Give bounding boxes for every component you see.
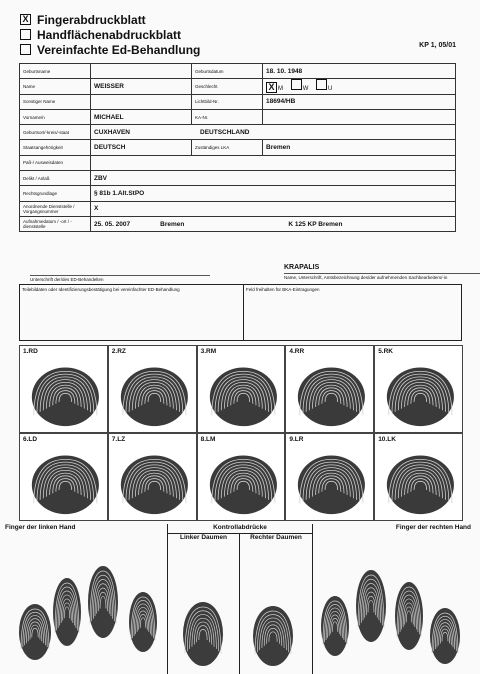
checkbox-unchecked[interactable] — [20, 29, 31, 40]
label-linker-daumen: Linker Daumen — [168, 534, 240, 674]
value-delikt[interactable]: ZBV — [91, 171, 456, 186]
finger-impression — [53, 578, 81, 646]
value-ka-nr[interactable] — [263, 109, 456, 124]
finger-impression — [129, 592, 157, 652]
finger-label: 6.LD — [23, 436, 38, 443]
label-geburtsdatum: Geburtsdatum — [192, 64, 263, 79]
option-w: W — [302, 86, 309, 93]
form-id: KP 1, 05/01 — [419, 42, 456, 49]
label-name: Name — [20, 79, 91, 94]
finger-label: 7.LZ — [111, 436, 126, 443]
checkbox-checked[interactable]: X — [266, 82, 277, 93]
signature-line-right[interactable]: Name, Unterschrift, Amtsbezeichnung des/der aufnehmenden Sachbearbeiters/-in — [284, 273, 480, 280]
label-geschlecht: Geschlecht — [192, 79, 263, 94]
checkbox-checked[interactable]: X — [20, 14, 31, 25]
personal-data-table — [19, 63, 456, 232]
finger-cell — [197, 345, 286, 433]
finger-label: 2.RZ — [111, 348, 126, 355]
signature-line-left[interactable]: Unterschrift der/des ED-Behandelten — [30, 275, 210, 282]
label-vorname: Vorname/n — [20, 109, 91, 124]
finger-impression — [430, 608, 460, 664]
kontroll-title: Kontrollabdrücke — [168, 524, 312, 534]
finger-label: 1.RD — [23, 348, 38, 355]
value-rechtsgrundlage[interactable]: § 81b 1.Alt.StPO — [91, 186, 456, 201]
textbox-row — [19, 284, 462, 341]
finger-cell — [197, 433, 286, 521]
finger-impression — [19, 604, 51, 660]
label-lichtbild: Lichtbild-Nr. — [192, 94, 263, 109]
finger-impression — [253, 606, 293, 666]
value-name[interactable]: WEISSER — [91, 79, 192, 94]
finger-label: 5.RK — [378, 348, 393, 355]
label-geburtsort: Geburtsort/-kreis/-staat — [20, 125, 91, 140]
finger-impression — [395, 582, 423, 650]
header-checklist — [20, 12, 200, 57]
value-geburtsdatum[interactable]: 18. 10. 1948 — [263, 64, 456, 79]
finger-cell — [19, 345, 108, 433]
finger-cell — [374, 433, 463, 521]
fingerprint-image — [286, 346, 373, 432]
finger-impression — [356, 570, 386, 642]
checkbox-unchecked[interactable] — [291, 79, 302, 90]
header-line-fingerabdruck[interactable] — [20, 12, 200, 27]
label-geburtsname: Geburtsname — [20, 64, 91, 79]
fingerprint-image — [20, 346, 107, 432]
finger-cell — [374, 345, 463, 433]
value-sonstiger-name[interactable] — [91, 94, 192, 109]
label-left-hand: Finger der linken Hand — [5, 524, 76, 531]
finger-label: 3.RM — [200, 348, 217, 355]
bottom-section — [5, 524, 475, 674]
finger-label: 9.LR — [289, 436, 304, 443]
fingerprint-image — [198, 434, 285, 520]
checkbox-unchecked[interactable] — [20, 44, 31, 55]
label-staatsang: Staatsangehörigkeit — [20, 140, 91, 155]
fingerprint-image — [375, 434, 462, 520]
fingerprint-image — [109, 434, 196, 520]
value-geburtsname[interactable] — [91, 64, 192, 79]
finger-cell — [19, 433, 108, 521]
aufnahme-datum: 25. 05. 2007 — [94, 220, 131, 228]
geburtsort-city: CUXHAVEN — [94, 128, 130, 136]
fingerprint-image — [20, 434, 107, 520]
label-rechter-daumen: Rechter Daumen — [250, 534, 302, 541]
value-geburtsort[interactable] — [91, 125, 456, 140]
finger-cell — [108, 433, 197, 521]
value-lka[interactable]: Bremen — [263, 140, 456, 155]
fingerprint-image — [286, 434, 373, 520]
label-rechtsgrundlage: Rechtsgrundlage — [20, 186, 91, 201]
label-anordnende: Anordnende Dienststelle / Vorgangsnummer — [20, 201, 91, 216]
checkbox-unchecked[interactable] — [316, 79, 327, 90]
aufnahme-ort: Bremen — [160, 220, 185, 228]
fingerprint-image — [109, 346, 196, 432]
signature-name: KRAPALIS — [284, 264, 320, 271]
header-label: Vereinfachte Ed-Behandlung — [37, 42, 201, 57]
header-line-handflaeche[interactable] — [20, 27, 200, 42]
header-label: Fingerabdruckblatt — [37, 12, 146, 27]
finger-cell — [285, 433, 374, 521]
option-u: U — [328, 86, 333, 93]
fingerprint-grid — [19, 345, 463, 521]
finger-label: 8.LM — [200, 436, 216, 443]
value-aufnahme[interactable] — [91, 216, 456, 231]
value-anordnende[interactable]: X — [91, 201, 456, 216]
plain-impressions — [5, 524, 475, 674]
label-ka-nr: KA-Nr. — [192, 109, 263, 124]
value-vorname[interactable]: MICHAEL — [91, 109, 192, 124]
fingerprint-image — [198, 346, 285, 432]
label-sonstiger-name: Sonstiger Name — [20, 94, 91, 109]
finger-impression — [88, 566, 118, 638]
label-aufnahme: Aufnahmedatum / -ort / -dienststelle — [20, 216, 91, 231]
finger-cell — [108, 345, 197, 433]
finger-impression — [183, 602, 223, 666]
fingerprint-image — [375, 346, 462, 432]
header-line-vereinfacht[interactable] — [20, 42, 200, 57]
option-m: M — [278, 86, 284, 93]
aufnahme-dienststelle: K 125 KP Bremen — [288, 220, 343, 228]
label-lka: Zuständiges LKA — [192, 140, 263, 155]
label-right-hand: Finger der rechten Hand — [395, 524, 471, 531]
label-pass: Paß-/ Ausweisdaten — [20, 155, 91, 170]
value-staatsang[interactable]: DEUTSCH — [91, 140, 192, 155]
textbox-teilebildaten[interactable]: Teilebildaten oder Identifizierungsbestätigung bei vereinfachter ED-Behandlung — [20, 285, 244, 340]
geburtsort-country: DEUTSCHLAND — [200, 128, 250, 136]
header-label: Handflächenabdruckblatt — [37, 27, 182, 42]
finger-label: 4.RR — [289, 348, 305, 355]
value-pass[interactable] — [91, 155, 456, 170]
value-lichtbild[interactable]: 18694/HB — [263, 94, 456, 109]
finger-impression — [321, 596, 349, 656]
label-delikt: Delikt / Anlaß — [20, 171, 91, 186]
finger-cell — [285, 345, 374, 433]
finger-label: 10.LK — [378, 436, 396, 443]
textbox-bka[interactable]: Feld freihalten für BKA-Eintragungen — [246, 287, 320, 292]
geschlecht-options[interactable] — [263, 79, 456, 94]
